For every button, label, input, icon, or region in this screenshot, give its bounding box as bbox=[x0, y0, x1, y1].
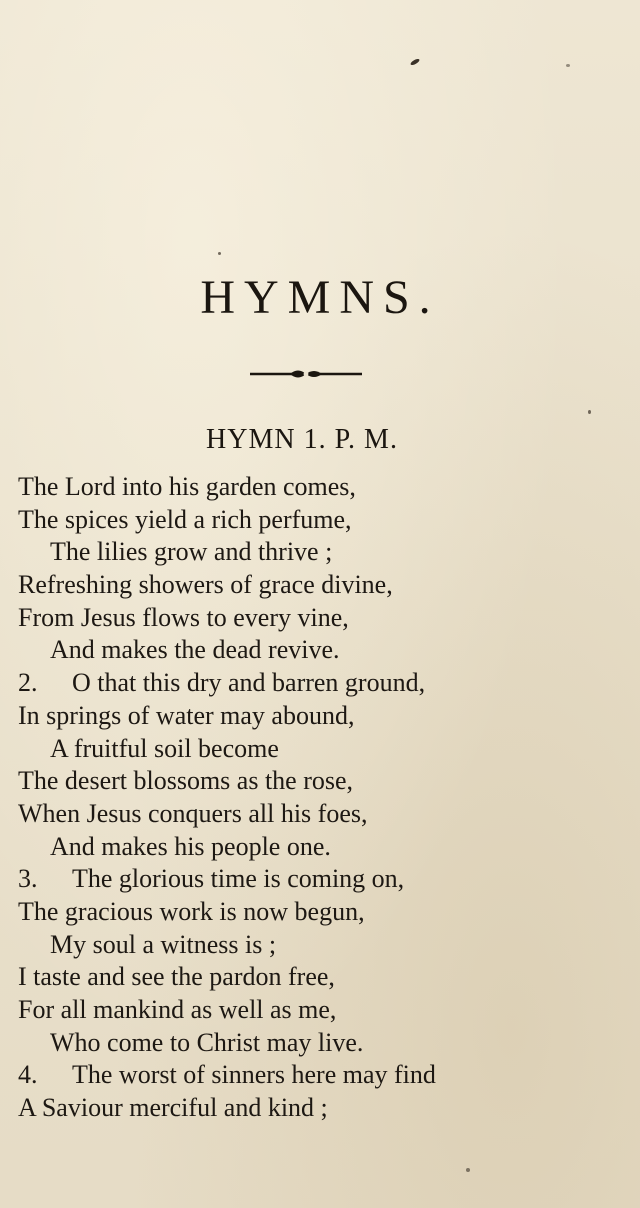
verse-text: And makes the dead revive. bbox=[50, 635, 340, 665]
verse-line bbox=[18, 1059, 618, 1092]
verse-line bbox=[18, 863, 618, 896]
verse-text: The worst of sinners here may find bbox=[72, 1060, 436, 1090]
verse-line bbox=[18, 961, 618, 994]
verse-text: The gracious work is now begun, bbox=[18, 896, 365, 926]
verse-line bbox=[18, 831, 618, 864]
verse-line bbox=[18, 896, 618, 929]
ink-speck bbox=[410, 58, 421, 66]
ink-speck bbox=[588, 410, 591, 414]
verse-line bbox=[18, 700, 618, 733]
stanza-number: 2. bbox=[18, 668, 38, 698]
page-heading: HYMNS. bbox=[200, 271, 440, 324]
verse-line bbox=[18, 667, 618, 700]
ink-speck bbox=[566, 64, 570, 67]
verse-line bbox=[18, 569, 618, 602]
verse-line bbox=[18, 929, 618, 962]
verse-line bbox=[18, 994, 618, 1027]
verse-text: The spices yield a rich perfume, bbox=[18, 504, 352, 534]
verse-line bbox=[18, 504, 618, 537]
verse-text: I taste and see the pardon free, bbox=[18, 962, 335, 992]
verse-text: Refreshing showers of grace divine, bbox=[18, 570, 393, 600]
ornament-divider-icon bbox=[248, 364, 364, 384]
verse-text: In springs of water may abound, bbox=[18, 700, 355, 730]
verse-text: A fruitful soil become bbox=[50, 733, 279, 763]
verse-line bbox=[18, 765, 618, 798]
verse-text: Who come to Christ may live. bbox=[50, 1027, 364, 1057]
ink-speck bbox=[218, 252, 221, 255]
verse-text: And makes his people one. bbox=[50, 831, 331, 861]
hymn-title: HYMN 1. P. M. bbox=[206, 424, 398, 455]
verse-line bbox=[18, 1027, 618, 1060]
verse-text: The desert blossoms as the rose, bbox=[18, 766, 354, 796]
verse-text: For all mankind as well as me, bbox=[18, 995, 337, 1024]
verse-line bbox=[18, 798, 618, 831]
verse-line bbox=[18, 536, 618, 569]
verse-text: When Jesus conquers all his foes, bbox=[18, 798, 368, 828]
verse-line bbox=[18, 1092, 618, 1125]
verse-line bbox=[18, 602, 618, 635]
ink-speck bbox=[466, 1168, 470, 1172]
stanza-number: 4. bbox=[18, 1060, 38, 1090]
verse-text: The lilies grow and thrive ; bbox=[50, 537, 333, 567]
verse-text: The glorious time is coming on, bbox=[72, 864, 405, 894]
verse-line bbox=[18, 634, 618, 667]
verse-text: From Jesus flows to every vine, bbox=[18, 602, 349, 632]
verse-text: My soul a witness is ; bbox=[50, 929, 277, 959]
verse-line bbox=[18, 733, 618, 766]
verse-text: The Lord into his garden comes, bbox=[18, 472, 356, 501]
stanza-number: 3. bbox=[18, 864, 38, 894]
verse-text: O that this dry and barren ground, bbox=[72, 668, 426, 698]
hymn-verses bbox=[18, 471, 618, 1125]
verse-line bbox=[18, 471, 618, 504]
verse-text: A Saviour merciful and kind ; bbox=[18, 1093, 328, 1123]
